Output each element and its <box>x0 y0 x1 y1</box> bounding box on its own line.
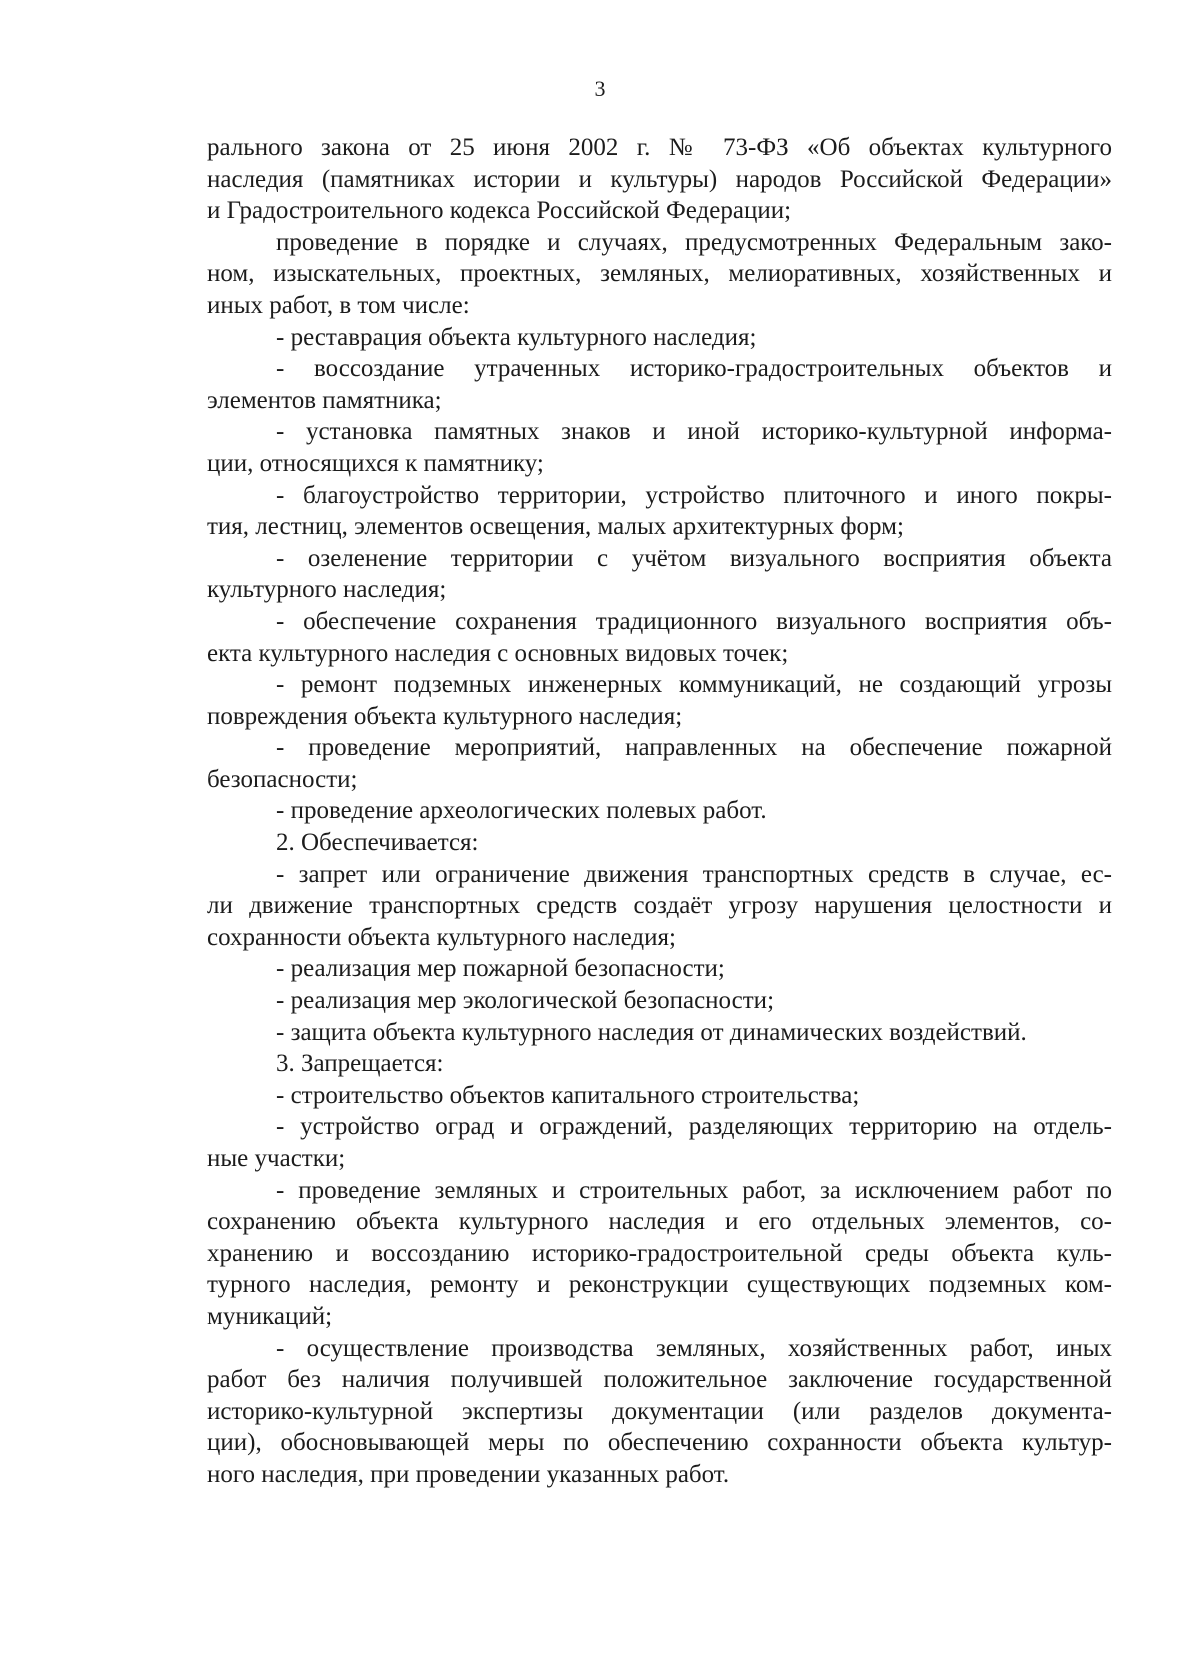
text-line-content: - обеспечение сохранения традиционного визуального восприятия объ- <box>276 607 1112 635</box>
text-line <box>207 322 1112 354</box>
text-line <box>207 1048 1112 1080</box>
text-line <box>207 258 1112 290</box>
text-line <box>207 353 1112 385</box>
text-line <box>207 574 1112 606</box>
page-number: 3 <box>594 76 606 101</box>
text-line-content: муникаций; <box>207 1302 333 1330</box>
text-line <box>207 1364 1112 1396</box>
text-line-content: - строительство объектов капитального строительства; <box>276 1081 860 1109</box>
text-line-content: культурного наследия; <box>207 576 447 604</box>
text-line <box>207 448 1112 480</box>
text-line <box>207 922 1112 954</box>
text-line <box>207 764 1112 796</box>
text-line-content: ные участки; <box>207 1145 346 1172</box>
text-line-content: ного наследия, при проведении указанных работ. <box>207 1460 730 1488</box>
text-line <box>207 669 1112 701</box>
text-line <box>207 638 1112 670</box>
text-line-content: - реставрация объекта культурного наследия; <box>276 323 757 351</box>
text-line-content: - проведение мероприятий, направленных на обеспечение пожарной <box>276 734 1112 762</box>
text-line-content: - реализация мер экологической безопасности; <box>276 987 775 1015</box>
text-line-content: проведение в порядке и случаях, предусмотренных Федеральным зако- <box>276 228 1112 256</box>
text-line <box>207 890 1112 922</box>
text-line <box>207 1269 1112 1301</box>
text-line-content: наследия (памятниках истории и культуры) народов Российской Федерации» <box>207 165 1112 193</box>
text-line <box>207 1301 1112 1333</box>
text-line <box>207 606 1112 638</box>
text-line <box>207 164 1112 196</box>
text-line-content: 3. Запрещается: <box>276 1050 444 1078</box>
text-line <box>207 953 1112 985</box>
text-line <box>207 1396 1112 1428</box>
text-line-content: безопасности; <box>207 765 358 793</box>
text-line <box>207 385 1112 417</box>
text-line <box>207 985 1112 1017</box>
text-line-content: - благоустройство территории, устройство плиточного и иного покры- <box>276 481 1112 509</box>
text-line <box>207 543 1112 575</box>
text-line-content: - запрет или ограничение движения транспортных средств в случае, ес- <box>276 860 1112 888</box>
text-line-content: екта культурного наследия с основных видовых точек; <box>207 639 789 667</box>
text-line <box>207 1238 1112 1270</box>
text-line <box>207 132 1112 164</box>
text-line-content: - осуществление производства земляных, хозяйственных работ, иных <box>276 1334 1112 1362</box>
text-line <box>207 795 1112 827</box>
text-line-content: ном, изыскательных, проектных, земляных, мелиоративных, хозяйственных и <box>207 260 1112 288</box>
text-line <box>207 227 1112 259</box>
text-line-content: и Градостроительного кодекса Российской Федерации; <box>207 197 792 225</box>
text-line <box>207 1459 1112 1491</box>
text-line <box>207 827 1112 859</box>
text-line-content: ции), обосновывающей меры по обеспечению сохранности объекта культур- <box>207 1429 1112 1457</box>
document-body <box>207 132 1112 1491</box>
text-line-content: сохранности объекта культурного наследия; <box>207 923 676 951</box>
text-line <box>207 511 1112 543</box>
text-line-content: - устройство оград и ограждений, разделяющих территорию на отдель- <box>276 1113 1112 1141</box>
text-line <box>207 1017 1112 1049</box>
text-line <box>207 1175 1112 1207</box>
text-line <box>207 701 1112 733</box>
text-line-content: историко-культурной экспертизы документации (или разделов документа- <box>207 1397 1112 1425</box>
text-line-content: - проведение земляных и строительных работ, за исключением работ по <box>276 1176 1112 1204</box>
text-line <box>207 480 1112 512</box>
text-line-content: рального закона от 25 июня 2002 г. № 73-ФЗ «Об объектах культурного <box>207 134 1112 161</box>
text-line <box>207 290 1112 322</box>
text-line-content: - защита объекта культурного наследия от динамических воздействий. <box>276 1018 1027 1046</box>
text-line-content: - реализация мер пожарной безопасности; <box>276 955 725 983</box>
text-line <box>207 859 1112 891</box>
text-line-content: 2. Обеспечивается: <box>276 829 479 857</box>
text-line <box>207 1111 1112 1143</box>
text-line <box>207 1080 1112 1112</box>
text-line <box>207 1143 1112 1175</box>
text-line-content: - воссоздание утраченных историко-градостроительных объектов и <box>276 355 1112 383</box>
text-line-content: - проведение археологических полевых работ. <box>276 797 767 825</box>
text-line-content: хранению и воссозданию историко-градостроительной среды объекта куль- <box>207 1239 1112 1267</box>
text-line-content: работ без наличия получившей положительное заключение государственной <box>207 1366 1112 1394</box>
text-line <box>207 1333 1112 1365</box>
text-line <box>207 416 1112 448</box>
text-line-content: сохранению объекта культурного наследия и его отдельных элементов, со- <box>207 1208 1112 1236</box>
text-line-content: - ремонт подземных инженерных коммуникаций, не создающий угрозы <box>276 671 1112 699</box>
text-line <box>207 195 1112 227</box>
text-line <box>207 1206 1112 1238</box>
text-line-content: - установка памятных знаков и иной историко-культурной информа- <box>276 418 1112 446</box>
text-line-content: турного наследия, ремонту и реконструкции существующих подземных ком- <box>207 1271 1112 1299</box>
text-line-content: иных работ, в том числе: <box>207 291 470 319</box>
text-line-content: ции, относящихся к памятнику; <box>207 449 544 477</box>
text-line-content: тия, лестниц, элементов освещения, малых архитектурных форм; <box>207 513 904 541</box>
text-line-content: - озеленение территории с учётом визуального восприятия объекта <box>276 544 1112 572</box>
text-line <box>207 1427 1112 1459</box>
text-line-content: повреждения объекта культурного наследия; <box>207 702 683 730</box>
text-line-content: ли движение транспортных средств создаёт угрозу нарушения целостности и <box>207 892 1112 920</box>
text-line <box>207 732 1112 764</box>
text-line-content: элементов памятника; <box>207 386 442 414</box>
